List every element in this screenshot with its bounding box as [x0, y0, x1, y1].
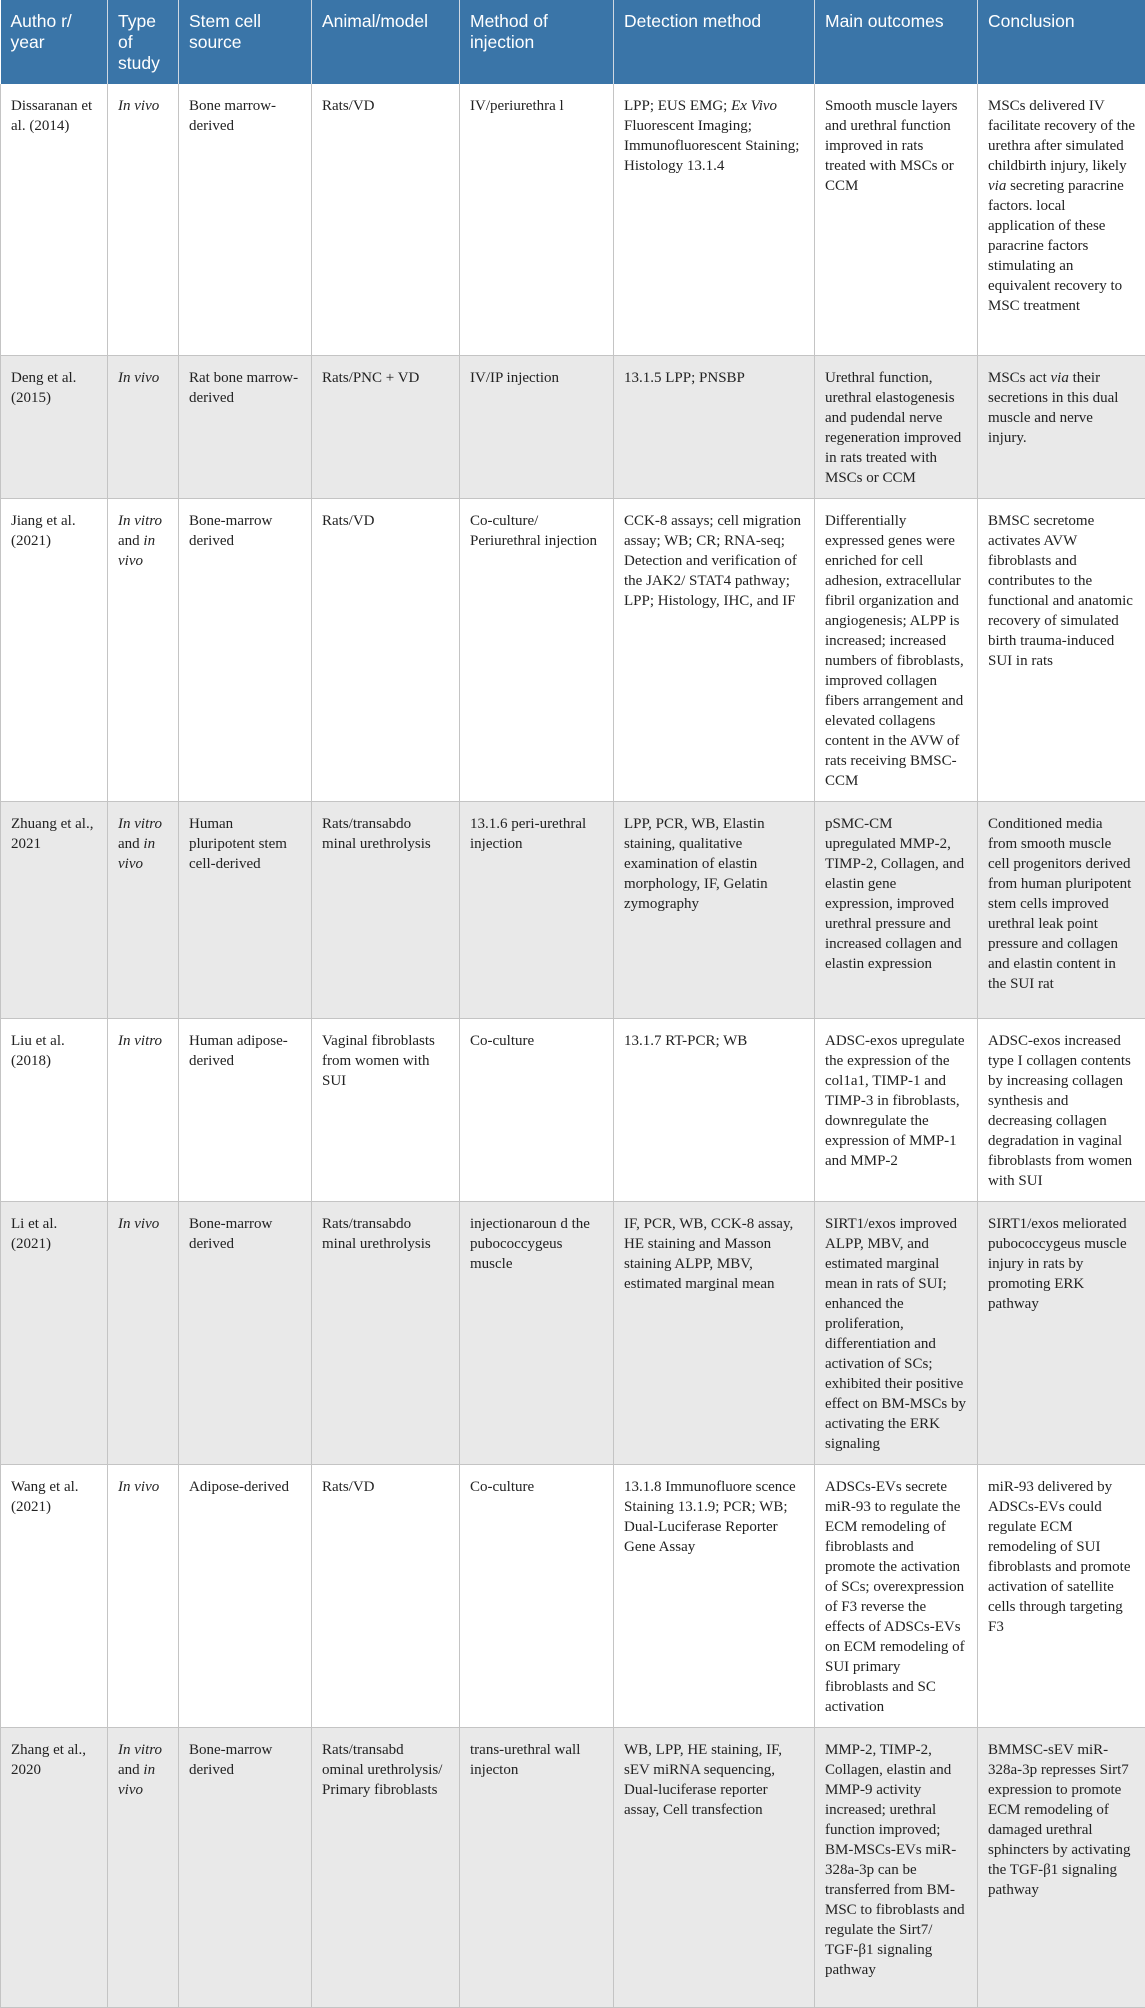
header-detection-method: Detection method: [614, 0, 815, 84]
detection-cell: 13.1.7 RT-PCR; WB: [614, 1018, 815, 1201]
study-type-cell: In vitro and in vivo: [108, 1727, 179, 2007]
table-row: [1, 84, 1145, 355]
conclusion-cell: MSCs act via their secretions in this dual muscle and nerve injury.: [978, 355, 1145, 498]
conclusion-cell: BMMSC-sEV miR-328a-3p represses Sirt7 expression to promote ECM remodeling of damaged urethral sphincters by activating the TGF-β1 signaling pathway: [978, 1727, 1145, 2007]
detection-cell: 13.1.8 Immunofluore scence Staining 13.1.9; PCR; WB; Dual-Luciferase Reporter Gene Assay: [614, 1464, 815, 1727]
model-cell: Rats/transabdo minal urethrolysis: [312, 801, 460, 1018]
injection-cell: Co-culture/ Periurethral injection: [460, 498, 614, 801]
header-author-year: Autho r/ year: [1, 0, 108, 84]
injection-cell: injectionaroun d the pubococcygeus muscle: [460, 1201, 614, 1464]
author-cell: Li et al. (2021): [1, 1201, 108, 1464]
author-cell: Wang et al. (2021): [1, 1464, 108, 1727]
table-row: [1, 1464, 1145, 1727]
injection-cell: 13.1.6 peri-urethral injection: [460, 801, 614, 1018]
outcomes-cell: Differentially expressed genes were enriched for cell adhesion, extracellular fibril organization and angiogenesis; ALPP is increased; increased numbers of fibroblasts, improved collagen fibers arrangement and elevated collagens content in the AVW of rats receiving BMSC-CCM: [815, 498, 978, 801]
author-cell: Jiang et al. (2021): [1, 498, 108, 801]
table-row: [1, 498, 1145, 801]
author-cell: Dissaranan et al. (2014): [1, 84, 108, 355]
author-cell: Zhuang et al., 2021: [1, 801, 108, 1018]
injection-cell: Co-culture: [460, 1464, 614, 1727]
detection-cell: LPP; EUS EMG; Ex Vivo Fluorescent Imaging; Immunofluorescent Staining; Histology 13.1.4: [614, 84, 815, 355]
table-row: [1, 801, 1145, 1018]
outcomes-cell: Urethral function, urethral elastogenesis and pudendal nerve regeneration improved in rats treated with MSCs or CCM: [815, 355, 978, 498]
study-type-cell: In vitro: [108, 1018, 179, 1201]
injection-cell: trans-urethral wall injecton: [460, 1727, 614, 2007]
study-type-cell: In vitro and in vivo: [108, 498, 179, 801]
outcomes-cell: ADSCs-EVs secrete miR-93 to regulate the ECM remodeling of fibroblasts and promote the activation of SCs; overexpression of F3 reverse the effects of ADSCs-EVs on ECM remodeling of SUI primary fibroblasts and SC activation: [815, 1464, 978, 1727]
detection-cell: 13.1.5 LPP; PNSBP: [614, 355, 815, 498]
detection-cell: LPP, PCR, WB, Elastin staining, qualitative examination of elastin morphology, IF, Gelatin zymography: [614, 801, 815, 1018]
study-type-cell: In vivo: [108, 84, 179, 355]
conclusion-cell: miR-93 delivered by ADSCs-EVs could regulate ECM remodeling of SUI fibroblasts and promote activation of satellite cells through targeting F3: [978, 1464, 1145, 1727]
study-type-cell: In vivo: [108, 1201, 179, 1464]
outcomes-cell: pSMC-CM upregulated MMP-2, TIMP-2, Collagen, and elastin gene expression, improved urethral pressure and increased collagen and elastin expression: [815, 801, 978, 1018]
table-row: [1, 1201, 1145, 1464]
conclusion-cell: Conditioned media from smooth muscle cell progenitors derived from human pluripotent stem cells improved urethral leak point pressure and collagen and elastin content in the SUI rat: [978, 801, 1145, 1018]
source-cell: Human pluripotent stem cell-derived: [179, 801, 312, 1018]
model-cell: Rats/transabd ominal urethrolysis/ Primary fibroblasts: [312, 1727, 460, 2007]
injection-cell: Co-culture: [460, 1018, 614, 1201]
table-row: [1, 1018, 1145, 1201]
model-cell: Rats/VD: [312, 84, 460, 355]
outcomes-cell: MMP-2, TIMP-2, Collagen, elastin and MMP-9 activity increased; urethral function improved; BM-MSCs-EVs miR-328a-3p can be transferred from BM-MSC to fibroblasts and regulate the Sirt7/ TGF-β1 signaling pathway: [815, 1727, 978, 2007]
study-type-cell: In vivo: [108, 1464, 179, 1727]
conclusion-cell: SIRT1/exos meliorated pubococcygeus muscle injury in rats by promoting ERK pathway: [978, 1201, 1145, 1464]
model-cell: Rats/VD: [312, 1464, 460, 1727]
source-cell: Bone marrow-derived: [179, 84, 312, 355]
author-cell: Deng et al. (2015): [1, 355, 108, 498]
outcomes-cell: ADSC-exos upregulate the expression of the col1a1, TIMP-1 and TIMP-3 in fibroblasts, downregulate the expression of MMP-1 and MMP-2: [815, 1018, 978, 1201]
conclusion-cell: BMSC secretome activates AVW fibroblasts and contributes to the functional and anatomic recovery of simulated birth trauma-induced SUI in rats: [978, 498, 1145, 801]
header-animal-model: Animal/model: [312, 0, 460, 84]
outcomes-cell: Smooth muscle layers and urethral function improved in rats treated with MSCs or CCM: [815, 84, 978, 355]
header-conclusion: Conclusion: [978, 0, 1145, 84]
author-cell: Zhang et al., 2020: [1, 1727, 108, 2007]
model-cell: Rats/PNC + VD: [312, 355, 460, 498]
study-type-cell: In vitro and in vivo: [108, 801, 179, 1018]
source-cell: Human adipose-derived: [179, 1018, 312, 1201]
source-cell: Rat bone marrow-derived: [179, 355, 312, 498]
model-cell: Vaginal fibroblasts from women with SUI: [312, 1018, 460, 1201]
header-method-of-injection: Method of injection: [460, 0, 614, 84]
author-cell: Liu et al. (2018): [1, 1018, 108, 1201]
model-cell: Rats/VD: [312, 498, 460, 801]
header-main-outcomes: Main outcomes: [815, 0, 978, 84]
source-cell: Adipose-derived: [179, 1464, 312, 1727]
conclusion-cell: MSCs delivered IV facilitate recovery of the urethra after simulated childbirth injury, likely via secreting paracrine factors. local application of these paracrine factors stimulating an equivalent recovery to MSC treatment: [978, 84, 1145, 355]
outcomes-cell: SIRT1/exos improved ALPP, MBV, and estimated marginal mean in rats of SUI; enhanced the proliferation, differentiation and activation of SCs; exhibited their positive effect on BM-MSCs by activating the ERK signaling: [815, 1201, 978, 1464]
header-row: [1, 0, 1145, 84]
table-row: [1, 355, 1145, 498]
injection-cell: IV/periurethra l: [460, 84, 614, 355]
source-cell: Bone-marrow derived: [179, 498, 312, 801]
source-cell: Bone-marrow derived: [179, 1727, 312, 2007]
study-type-cell: In vivo: [108, 355, 179, 498]
injection-cell: IV/IP injection: [460, 355, 614, 498]
header-stem-cell-source: Stem cell source: [179, 0, 312, 84]
detection-cell: WB, LPP, HE staining, IF, sEV miRNA sequencing, Dual-luciferase reporter assay, Cell transfection: [614, 1727, 815, 2007]
header-type-of-study: Type of study: [108, 0, 179, 84]
conclusion-cell: ADSC-exos increased type I collagen contents by increasing collagen synthesis and decreasing collagen degradation in vaginal fibroblasts from women with SUI: [978, 1018, 1145, 1201]
detection-cell: IF, PCR, WB, CCK-8 assay, HE staining and Masson staining ALPP, MBV, estimated marginal mean: [614, 1201, 815, 1464]
source-cell: Bone-marrow derived: [179, 1201, 312, 1464]
model-cell: Rats/transabdo minal urethrolysis: [312, 1201, 460, 1464]
detection-cell: CCK-8 assays; cell migration assay; WB; CR; RNA-seq; Detection and verification of the JAK2/ STAT4 pathway; LPP; Histology, IHC, and IF: [614, 498, 815, 801]
table-row: [1, 1727, 1145, 2007]
